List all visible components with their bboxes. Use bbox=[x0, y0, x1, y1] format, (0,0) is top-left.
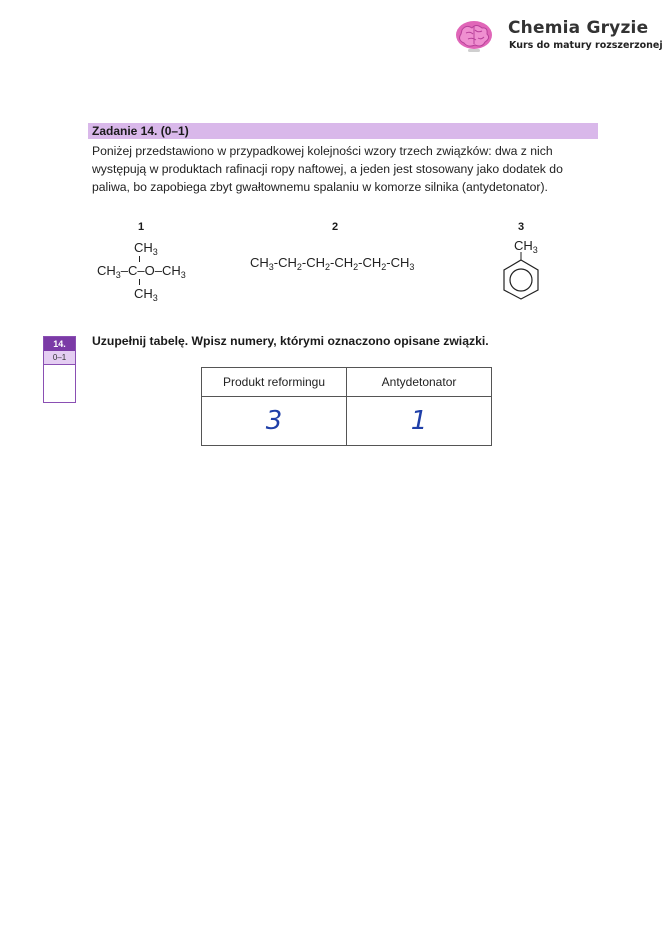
task-title: Zadanie 14. (0–1) bbox=[92, 124, 189, 138]
compound-number-1: 1 bbox=[138, 221, 145, 233]
task-intro bbox=[92, 142, 602, 196]
compound-1-bottom-bond bbox=[139, 279, 140, 285]
intro-line: Poniżej przedstawiono w przypadkowej kolejności wzory trzech związków: dwa z nich bbox=[92, 144, 553, 158]
benzene-ring-icon bbox=[500, 252, 542, 300]
handwritten-answer: 1 bbox=[410, 406, 428, 436]
answer-table bbox=[201, 367, 492, 446]
compound-number-2: 2 bbox=[332, 221, 339, 233]
compound-2-formula: $CH_3-CH_2-CH_2-CH_2-CH_2-CH_3$ bbox=[250, 255, 415, 272]
compound-1-main-chain: $CH_3-C-O-CH_3$ bbox=[97, 263, 186, 280]
compound-3-methyl: $CH_3$ bbox=[514, 238, 538, 255]
task-instruction: Uzupełnij tabelę. Wpisz numery, którymi oznaczono opisane związki. bbox=[92, 334, 489, 348]
answer-cell-antiknock[interactable] bbox=[347, 397, 492, 446]
brand-title: Chemia Gryzie bbox=[508, 18, 649, 38]
handwritten-answer: 3 bbox=[265, 406, 283, 436]
intro-line: paliwa, bo zapobiega zbyt gwałtownemu spalaniu w komorze silnika (antydetonator). bbox=[92, 180, 548, 194]
intro-line: występują w produktach rafinacji ropy naftowej, a jeden jest stosowany jako dodatek do bbox=[92, 162, 563, 176]
table-header-reforming: Produkt reformingu bbox=[202, 368, 347, 397]
compound-1-bottom-methyl: $CH_3$ bbox=[134, 286, 158, 303]
compound-1-top-methyl: $CH_3$ bbox=[134, 240, 158, 257]
compound-1-top-bond bbox=[139, 256, 140, 262]
brand-subtitle: Kurs do matury rozszerzonej bbox=[509, 40, 663, 51]
score-task-number: 14. bbox=[44, 337, 75, 351]
score-range: 0–1 bbox=[44, 351, 75, 365]
table-header-antiknock: Antydetonator bbox=[347, 368, 492, 397]
compound-number-3: 3 bbox=[518, 221, 525, 233]
brain-logo-icon bbox=[454, 18, 494, 54]
answer-cell-reforming[interactable] bbox=[202, 397, 347, 446]
